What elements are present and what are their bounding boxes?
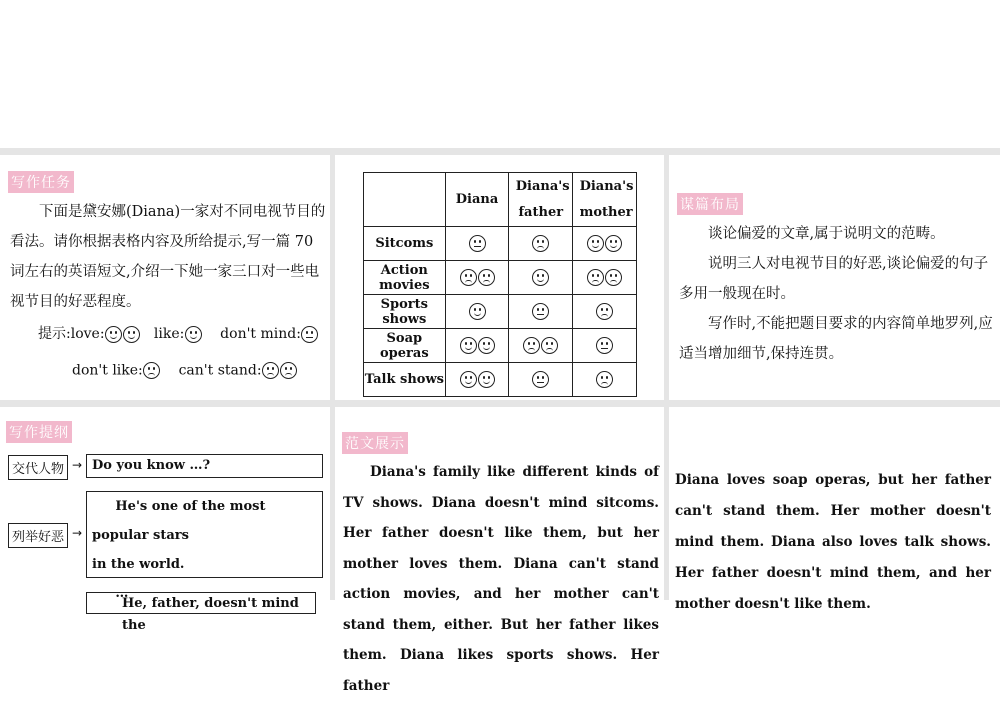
row-label: Talk shows xyxy=(364,363,446,397)
table-row xyxy=(364,295,637,329)
sad-face-icon xyxy=(605,269,622,286)
table-row xyxy=(364,227,637,261)
rating-cell xyxy=(445,363,509,397)
neutral-face-icon xyxy=(469,235,486,252)
happy-face-icon xyxy=(123,326,140,343)
sample-essay-text: Diana's family like different kinds of TV shows. Diana doesn't mind sitcoms. Her father doesn't like them, but her mother loves them. Diana can't stand action movies, and her mother can't stand them, either. But her father likes them. Diana likes sports shows. Her father xyxy=(343,464,659,694)
row-label: Sports shows xyxy=(364,295,446,329)
outline-details-line-3: … xyxy=(115,586,129,601)
happy-face-icon xyxy=(605,235,622,252)
task-tag: 写作任务 xyxy=(8,171,74,193)
happy-face-icon xyxy=(105,326,122,343)
task-intro: 下面是黛安娜(Diana)一家对不同电视节目的看法。请你根据表格内容及所给提示,写一篇 70 词左右的英语短文,介绍一下她一家三口对一些电视节目的好恶程度。 xyxy=(10,204,326,310)
happy-face-icon xyxy=(587,235,604,252)
row-label: Soap operas xyxy=(364,329,446,363)
rating-cell xyxy=(573,295,637,329)
hint-cant-stand-label: can't stand: xyxy=(178,362,262,379)
rating-cell xyxy=(445,261,509,295)
rating-cell xyxy=(573,329,637,363)
neutral-face-icon xyxy=(532,371,549,388)
hint-dont-like-label: don't like: xyxy=(72,362,143,379)
table-panel xyxy=(335,155,664,400)
outline-box-more: He, father, doesn't mind the xyxy=(86,592,316,614)
happy-face-icon xyxy=(460,371,477,388)
sad-face-icon xyxy=(587,269,604,286)
plan-paragraph-3: 写作时,不能把题目要求的内容简单地罗列,应适当增加细节,保持连贯。 xyxy=(679,316,993,362)
rating-cell xyxy=(509,261,573,295)
rating-cell xyxy=(509,227,573,261)
task-panel xyxy=(0,155,330,400)
sad-face-icon xyxy=(596,371,613,388)
table-row xyxy=(364,329,637,363)
sad-face-icon xyxy=(262,362,279,379)
sample-tag: 范文展示 xyxy=(342,432,408,454)
outline-tag: 写作提纲 xyxy=(6,421,72,443)
outline-details-line-1: He's one of the most popular stars xyxy=(92,499,266,543)
sad-face-icon xyxy=(541,337,558,354)
sad-face-icon xyxy=(523,337,540,354)
sad-face-icon xyxy=(460,269,477,286)
preference-table xyxy=(363,172,637,397)
rating-cell xyxy=(573,261,637,295)
top-separator xyxy=(0,148,1000,155)
row-label: Sitcoms xyxy=(364,227,446,261)
rating-cell xyxy=(573,227,637,261)
hint-love-label: 提示:love: xyxy=(38,326,105,342)
happy-face-icon xyxy=(460,337,477,354)
sad-face-icon xyxy=(596,303,613,320)
happy-face-icon xyxy=(478,371,495,388)
hint-like-label: like: xyxy=(153,326,185,342)
happy-face-icon xyxy=(478,337,495,354)
continued-panel xyxy=(669,407,1000,612)
arrow-icon: → xyxy=(72,526,83,540)
essay-continued-text: Diana loves soap operas, but her father can't stand them. Her mother doesn't mind them. Diana also loves talk shows. Her father doesn't mind them, and her mother doesn't like them. xyxy=(675,472,991,612)
table-row xyxy=(364,363,637,397)
header-father: Diana's father xyxy=(509,173,573,227)
header-diana: Diana xyxy=(445,173,509,227)
happy-face-icon xyxy=(532,269,549,286)
sad-face-icon xyxy=(280,362,297,379)
rating-cell xyxy=(509,295,573,329)
sad-face-icon xyxy=(143,362,160,379)
plan-tag: 谋篇布局 xyxy=(677,193,743,215)
plan-paragraph-1: 谈论偏爱的文章,属于说明文的范畴。 xyxy=(708,226,945,242)
sad-face-icon xyxy=(478,269,495,286)
rating-cell xyxy=(509,363,573,397)
table-row xyxy=(364,261,637,295)
outline-box-details xyxy=(86,491,323,601)
outline-label-preferences: 列举好恶 xyxy=(8,523,68,548)
middle-separator xyxy=(0,400,1000,407)
rating-cell xyxy=(445,227,509,261)
header-mother: Diana's mother xyxy=(573,173,637,227)
arrow-icon: → xyxy=(72,458,83,472)
neutral-face-icon xyxy=(532,303,549,320)
outline-details-line-2: in the world. xyxy=(92,557,185,572)
rating-cell xyxy=(573,363,637,397)
outline-panel xyxy=(0,407,330,633)
outline-box-intro: Do you know …? xyxy=(86,454,323,478)
row-label: Action movies xyxy=(364,261,446,295)
hint-line-1 xyxy=(38,323,319,343)
hint-line-2 xyxy=(72,362,298,379)
sad-face-icon xyxy=(532,235,549,252)
rating-cell xyxy=(509,329,573,363)
plan-paragraph-2: 说明三人对电视节目的好恶,谈论偏爱的句子多用一般现在时。 xyxy=(679,256,989,302)
sample-panel xyxy=(335,407,664,694)
rating-cell xyxy=(445,329,509,363)
neutral-face-icon xyxy=(301,326,318,343)
outline-label-characters: 交代人物 xyxy=(8,455,68,480)
rating-cell xyxy=(445,295,509,329)
table-corner xyxy=(364,173,446,227)
happy-face-icon xyxy=(469,303,486,320)
plan-panel xyxy=(669,155,1000,400)
happy-face-icon xyxy=(185,326,202,343)
neutral-face-icon xyxy=(596,337,613,354)
hint-dont-mind-label: don't mind: xyxy=(220,326,301,342)
